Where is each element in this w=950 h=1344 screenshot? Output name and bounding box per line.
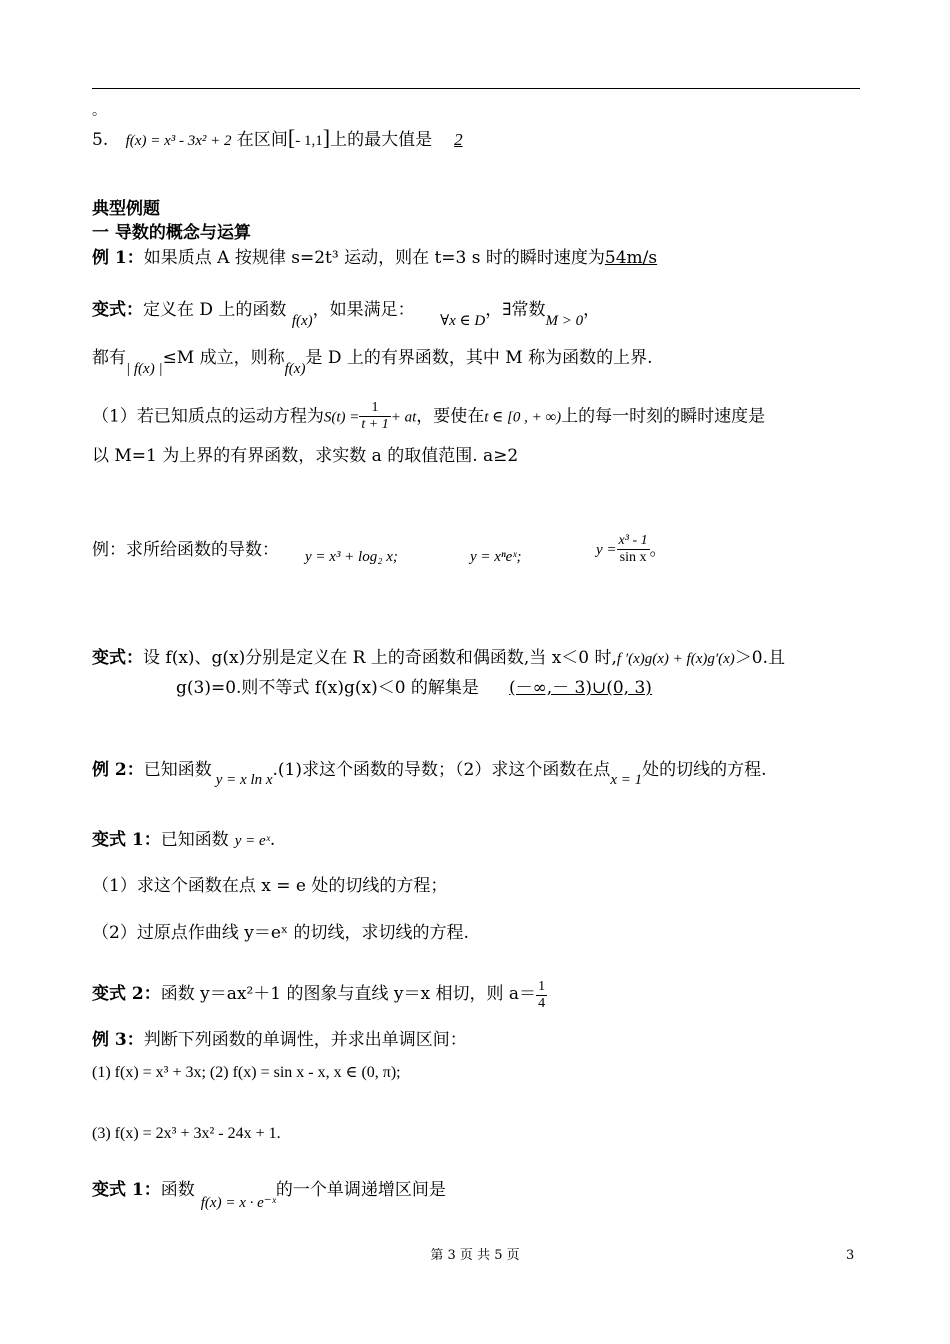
q5-text1: 在区间: [236, 130, 288, 150]
example-3: [92, 1030, 467, 1050]
example-2-label: 例 2：: [92, 760, 144, 780]
variant-bounded-line2: [92, 348, 653, 377]
function-exp: y = eˣ: [234, 833, 270, 849]
example-1-label: 例 1：: [92, 248, 144, 268]
derivative-fraction: [617, 533, 650, 567]
motion-equation: S(t) =: [323, 409, 360, 426]
variant-2-answer: [536, 979, 547, 1013]
q5-text2: 上的最大值是: [330, 130, 433, 150]
example-2-text: 已知函数: [143, 760, 212, 780]
variant-2: [92, 979, 547, 1013]
variant-bounded-part1-line2: 以 M=1 为上界的有界函数，求实数 a 的取值范围. a≥2: [92, 446, 519, 466]
example-1-text: 如果质点 A 按规律 s=2t³ 运动，则在 t=3 s 时的瞬时速度为: [143, 248, 605, 268]
variant-label: 变式：: [92, 300, 143, 320]
variant-text: ＞0.且: [734, 648, 786, 668]
variant-text: 函数: [160, 1180, 195, 1200]
variant-text: 都有: [92, 348, 126, 368]
q5-number: 5.: [92, 130, 109, 150]
function-fx: f(x): [291, 313, 313, 329]
variant-1-part1: （1）求这个函数在点 x = e 处的切线的方程；: [92, 876, 448, 896]
variant-text: 上的每一时刻的瞬时速度是: [561, 406, 766, 427]
fraction-denominator: t + 1: [361, 417, 389, 433]
function-xlnx: y = x ln x: [215, 772, 273, 788]
variant-text: ≤M 成立，则称: [162, 348, 285, 368]
variant-label: 变式 1：: [92, 1180, 161, 1200]
time-range: t ∈ [0 , + ∞): [484, 409, 562, 426]
header-rule: [92, 88, 860, 89]
example-1-answer: 54m/s: [604, 248, 658, 268]
variant-odd-even-line1: [92, 648, 785, 668]
q5-answer: 2: [454, 130, 463, 149]
fraction-numerator: x³ - 1: [617, 533, 650, 550]
example-2-text: .(1)求这个函数的导数；（2）求这个函数在点: [272, 760, 611, 780]
page-footer: 第 3 页 共 5 页: [430, 1248, 520, 1263]
variant-1-label: 变式 1：: [92, 830, 161, 850]
variant-1-part2: （2）过原点作曲线 y＝eˣ 的切线，求切线的方程.: [92, 923, 469, 943]
example-derivatives: [92, 540, 279, 560]
example-2-text: 处的切线的方程.: [642, 760, 767, 780]
variant-2-text: 函数 y＝ax²＋1 的图象与直线 y＝x 相切，则 a＝: [160, 984, 537, 1005]
abs-function: | f(x) |: [126, 361, 163, 377]
example-2: [92, 760, 767, 788]
fraction-denominator: 4: [538, 996, 546, 1012]
variant-bounded-part1: [92, 400, 765, 434]
solution-set: (－∞,－ 3)∪(0, 3): [508, 678, 652, 698]
variant-1-text: 已知函数: [160, 830, 229, 850]
variant-text: ，: [583, 300, 601, 320]
example-3-text: 判断下列函数的单调性，并求出单调区间：: [143, 1030, 467, 1050]
forall-condition: ∀x ∈ D: [440, 313, 486, 329]
example-3-line2: (3) f(x) = 2x³ + 3x² - 24x + 1.: [92, 1125, 281, 1142]
variant-1: [92, 830, 275, 850]
variant-text: g(3)=0.则不等式 f(x)g(x)＜0 的解集是: [176, 678, 479, 698]
example-derivatives-label: 例：求所给函数的导数：: [92, 540, 279, 560]
function-fx: f(x): [284, 361, 306, 377]
variant-text: 定义在 D 上的函数: [143, 300, 287, 320]
motion-tail: + at: [390, 409, 417, 426]
variant-text: ，要使在: [416, 406, 485, 427]
section-title: 典型例题: [92, 199, 160, 219]
variant-bounded-line1: [92, 300, 601, 329]
derivative-formula-2: y = xⁿeˣ;: [470, 549, 522, 565]
variant-text: 的一个单调递增区间是: [275, 1180, 446, 1200]
derivative-expression: f ′(x)g(x) + f(x)g′(x): [616, 651, 735, 667]
example-3-label: 例 3：: [92, 1030, 144, 1050]
variant-text: 是 D 上的有界函数，其中 M 称为函数的上界.: [305, 348, 653, 368]
q5-interval: - 1,1: [295, 133, 323, 149]
variant-1-text: .: [269, 830, 276, 850]
motion-fraction: [359, 400, 390, 434]
top-dot: 。: [92, 103, 106, 119]
m-condition: M > 0: [545, 313, 584, 329]
variant-label: 变式：: [92, 648, 143, 668]
example-1: [92, 248, 657, 268]
formula-end: 。: [649, 539, 667, 560]
question-5: 5. f(x) = x³ - 3x² + 2 在区间[- 1,1]上的最大值是 2: [92, 125, 463, 150]
variant-text: （1）若已知质点的运动方程为: [92, 406, 324, 427]
variant-odd-even-line2: [176, 678, 652, 698]
page-number: 3: [846, 1248, 855, 1263]
variant-monotonic: [92, 1180, 446, 1211]
fraction-numerator: 1: [359, 400, 390, 417]
fraction-denominator: sin x: [619, 550, 647, 566]
section-subtitle: 一 导数的概念与运算: [92, 223, 251, 243]
variant-text: ，∃: [485, 300, 512, 320]
fraction-numerator: 1: [536, 979, 547, 996]
variant-text: 设 f(x)、g(x)分别是定义在 R 上的奇函数和偶函数,当 x＜0 时,: [143, 648, 617, 668]
derivative-formula-1: y = x³ + log₂ x;: [305, 549, 398, 565]
variant-text: ，如果满足：: [312, 300, 415, 320]
formula-prefix: y =: [596, 541, 617, 558]
q5-formula: f(x) = x³ - 3x² + 2: [125, 133, 232, 149]
derivative-formula-3: [596, 533, 667, 567]
example-3-line1: (1) f(x) = x³ + 3x; (2) f(x) = sin x - x, x ∈ (0, π);: [92, 1064, 401, 1081]
function-xexp: f(x) = x · e⁻ˣ: [200, 1195, 276, 1211]
point-x1: x = 1: [610, 772, 643, 788]
variant-2-label: 变式 2：: [92, 984, 161, 1005]
variant-text: 常数: [511, 300, 546, 320]
